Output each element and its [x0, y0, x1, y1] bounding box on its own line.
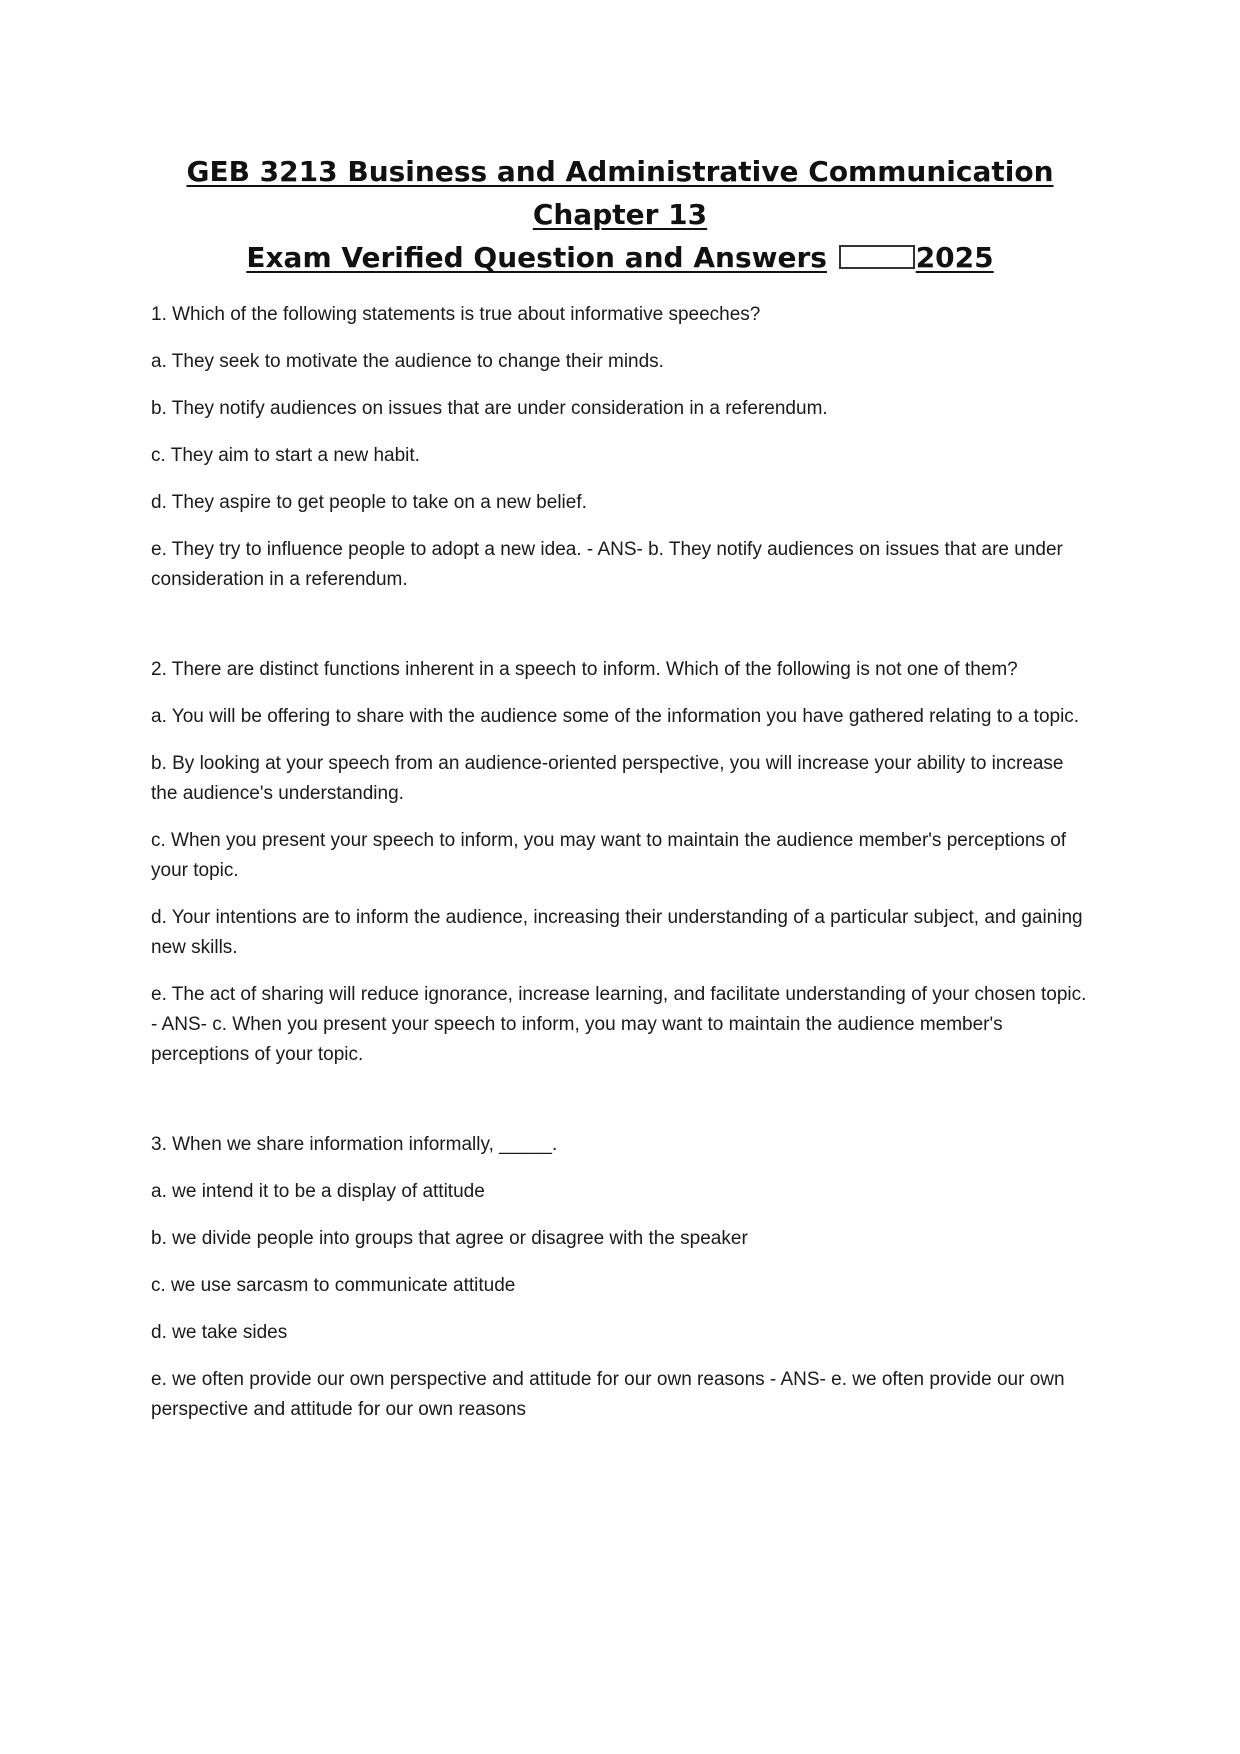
redaction-box	[839, 245, 915, 269]
answer-option: c. When you present your speech to inform, you may want to maintain the audience member's perceptions of your topic.	[151, 830, 1067, 881]
questions-list	[151, 300, 1091, 1442]
answer-option: b. By looking at your speech from an audience-oriented perspective, you will increase your ability to increase the audience's understanding.	[151, 753, 1064, 804]
question-3	[151, 1130, 1091, 1425]
answer-option: a. You will be offering to share with the audience some of the information you have gathered relating to a topic.	[151, 706, 1080, 727]
answer-option: e. The act of sharing will reduce ignorance, increase learning, and facilitate understanding of your chosen topic. - ANS- c. When you present your speech to inform, you may want to maintain the audience member's perceptions of your topic.	[151, 984, 1087, 1065]
answer-option: b. They notify audiences on issues that are under consideration in a referendum.	[151, 398, 828, 419]
question-1	[151, 300, 1091, 595]
answer-option: e. we often provide our own perspective and attitude for our own reasons - ANS- e. we often provide our own perspective and attitude for our own reasons	[151, 1369, 1065, 1420]
title-line-2-prefix: Exam Verified Question and Answers	[246, 241, 827, 274]
question-prompt: 2. There are distinct functions inherent in a speech to inform. Which of the following is not one of them?	[151, 659, 1018, 680]
title-line-1: GEB 3213 Business and Administrative Communication Chapter 13	[186, 155, 1054, 231]
title-line-2-suffix: 2025	[915, 241, 994, 274]
answer-option: c. we use sarcasm to communicate attitude	[151, 1275, 516, 1296]
document-title	[120, 150, 1120, 279]
answer-option: a. They seek to motivate the audience to change their minds.	[151, 351, 664, 372]
question-2	[151, 655, 1091, 1070]
answer-option: d. They aspire to get people to take on a new belief.	[151, 492, 587, 513]
question-prompt: 3. When we share information informally, _____.	[151, 1134, 558, 1155]
question-prompt: 1. Which of the following statements is true about informative speeches?	[151, 304, 761, 325]
answer-option: b. we divide people into groups that agree or disagree with the speaker	[151, 1228, 748, 1249]
answer-option: c. They aim to start a new habit.	[151, 445, 420, 466]
answer-option: d. Your intentions are to inform the audience, increasing their understanding of a particular subject, and gaining new skills.	[151, 907, 1083, 958]
answer-option: a. we intend it to be a display of attitude	[151, 1181, 485, 1202]
answer-option: d. we take sides	[151, 1322, 288, 1343]
answer-option: e. They try to influence people to adopt a new idea. - ANS- b. They notify audiences on issues that are under consideration in a referendum.	[151, 539, 1063, 590]
